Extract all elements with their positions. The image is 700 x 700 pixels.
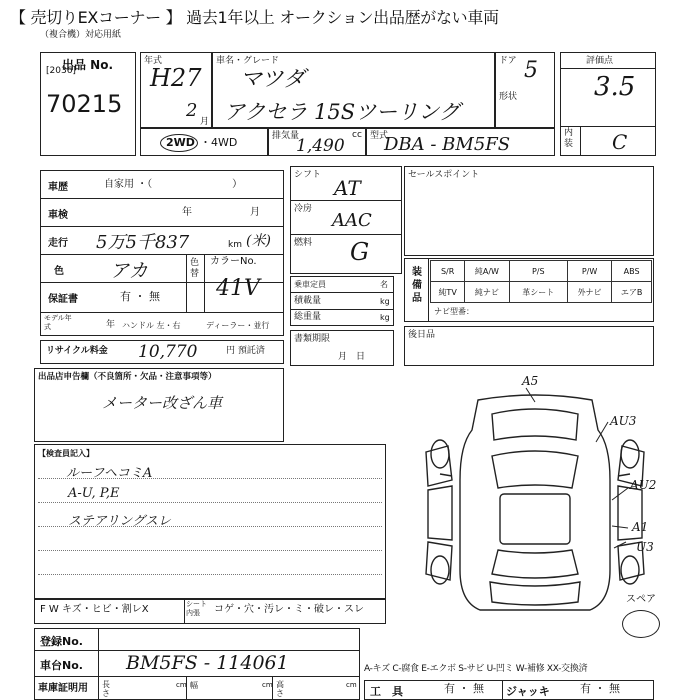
seat-row: コゲ・穴・汚レ・ミ・破レ・スレ: [214, 604, 364, 615]
equip-item: エアB: [612, 282, 652, 303]
fuel-label: 燃料: [294, 238, 313, 248]
equip-item: 純TV: [431, 282, 465, 303]
inspection-year: 年: [182, 207, 192, 218]
damage-mark: AU3: [610, 414, 637, 428]
handle-label: ハンドル 左・右: [122, 321, 181, 330]
mileage-value: 5万5千837: [96, 232, 190, 253]
disp-unit: cc: [352, 130, 362, 140]
docs-label: 書類期限: [294, 334, 331, 344]
later-label: 後日品: [408, 330, 436, 340]
history-label: 車歴: [48, 182, 68, 193]
equip-item: S/R: [431, 261, 465, 282]
weight-unit: kg: [380, 313, 390, 322]
recycle-label: リサイクル料金: [46, 346, 108, 356]
spare-tire-icon: [622, 610, 660, 638]
month-value: 2: [186, 100, 198, 121]
model-year-label: モデル年式: [44, 314, 72, 331]
lot-number: 70215: [46, 90, 123, 118]
damage-mark: AU2: [630, 478, 657, 492]
banner: [0, 0, 700, 30]
maker-name: マツダ: [240, 67, 306, 92]
inspector-line: ステアリングスレ: [68, 514, 171, 529]
car-damage-diagram: [400, 370, 670, 650]
equip-grid: [430, 260, 652, 303]
fuel-value: G: [350, 238, 370, 266]
equip-item: 純ナビ: [465, 282, 509, 303]
banner-text: 【 売切りEXコーナー 】 過去1年以上 オークション出品歴がない車両: [10, 8, 499, 27]
seat-label: シート内張: [186, 600, 207, 617]
form-subtitle: （複合機）対応用紙: [40, 30, 122, 40]
cert-col: cm: [262, 681, 273, 689]
capacity-label: 乗車定員: [294, 280, 326, 289]
drive-2wd: 2WD: [166, 136, 195, 149]
mileage-label: 走行: [48, 238, 68, 249]
equip-item: P/W: [567, 261, 611, 282]
inspection-label: 車検: [48, 210, 68, 221]
inspector-label: 【検査員記入】: [38, 449, 94, 458]
weight-label: 総重量: [294, 312, 322, 322]
year-value: H27: [150, 64, 202, 92]
type-value: DBA - BM5FS: [384, 134, 511, 155]
equip-item: P/S: [509, 261, 567, 282]
mileage-unit: km: [228, 240, 242, 250]
tools-opts: 有 ・ 無: [444, 682, 484, 695]
jack-opts: 有 ・ 無: [580, 682, 620, 695]
color-no-label: カラーNo.: [210, 256, 257, 267]
later-box: [404, 326, 654, 366]
cert-col: 幅: [190, 681, 198, 690]
model-grade: アクセラ 15Sツーリング: [224, 100, 460, 124]
year-label: 年式: [144, 56, 163, 66]
ac-label: 冷房: [294, 204, 313, 214]
body-label: 形状: [499, 92, 518, 102]
cert-label: 車庫証明用: [38, 683, 88, 694]
capacity-unit: 名: [380, 280, 388, 289]
spare-label: スペア: [626, 594, 656, 605]
score-value: 3.5: [594, 72, 636, 102]
month-unit: 月: [200, 117, 210, 127]
equip-item: 純A/W: [465, 261, 509, 282]
doors-value: 5: [524, 58, 538, 83]
chassis-label: 車台No.: [40, 659, 83, 672]
interior-value: C: [612, 130, 628, 154]
warranty-label: 保証書: [48, 294, 78, 305]
model-label: 車名・グレード: [216, 56, 280, 66]
interior-label: 内装: [564, 128, 574, 149]
type-label: 型式: [370, 131, 389, 141]
damage-legend: A-キズ C-腐食 E-エクボ S-サビ U-凹ミ W-補修 XX-交換済: [364, 664, 588, 674]
shift-value: AT: [334, 176, 361, 200]
chassis-value: BM5FS - 114061: [126, 652, 289, 674]
sales-label: セールスポイント: [408, 170, 480, 180]
inspector-line: ルーフヘコミA: [66, 466, 153, 481]
lot-label: 出品 No.: [62, 58, 114, 72]
reg-label: 登録No.: [40, 635, 83, 648]
navi-label: ナビ型番：: [434, 307, 474, 316]
recycle-value: 10,770: [138, 342, 198, 362]
equip-label: 装備品: [412, 267, 422, 304]
disp-label: 排気量: [272, 131, 300, 141]
fw-row: F W キズ・ヒビ・割レX: [40, 604, 149, 615]
shift-label: シフト: [294, 170, 322, 180]
ac-value: AAC: [332, 210, 372, 231]
damage-mark: A5: [522, 374, 539, 388]
inspector-line: A-U, P,E: [68, 486, 120, 501]
cert-col: 高さ: [276, 680, 284, 698]
equip-item: 革シート: [509, 282, 567, 303]
damage-mark: A1: [632, 520, 649, 534]
load-label: 積載量: [294, 296, 322, 306]
equip-item: 外ナビ: [567, 282, 611, 303]
cert-col: cm: [346, 681, 357, 689]
inspection-month: 月: [250, 207, 260, 218]
dealer-label: ディーラー・並行: [206, 321, 270, 330]
cert-col: 長さ: [102, 680, 110, 698]
docs-unit: 月 日: [338, 352, 366, 362]
history-opts: 自家用 ・（ ）: [104, 179, 243, 190]
seller-text: メーター改ざん車: [102, 394, 223, 412]
mileage-note: (米): [246, 233, 271, 249]
model-year-unit: 年: [106, 320, 116, 330]
color-label: 色: [54, 266, 64, 277]
equip-item: ABS: [612, 261, 652, 282]
lot-small: [2036]: [46, 66, 76, 76]
tools-label: 工 具: [370, 685, 403, 698]
color-no-value: 41V: [216, 276, 260, 301]
damage-mark: U3: [636, 540, 654, 554]
disp-value: 1,490: [296, 136, 345, 156]
warranty-opts: 有 ・ 無: [120, 290, 160, 303]
doors-label: ドア: [499, 56, 517, 66]
score-label: 評価点: [586, 56, 614, 66]
recycle-unit: 円 預託済: [226, 346, 265, 356]
jack-label: ジャッキ: [506, 685, 550, 698]
drive-4wd: ・4WD: [200, 136, 238, 149]
color-change-label: 色替: [190, 258, 200, 279]
load-unit: kg: [380, 297, 390, 306]
cert-col: cm: [176, 681, 187, 689]
color-value: アカ: [110, 260, 148, 282]
seller-label: 出品店申告欄（不良箇所・欠品・注意事項等）: [38, 372, 217, 382]
